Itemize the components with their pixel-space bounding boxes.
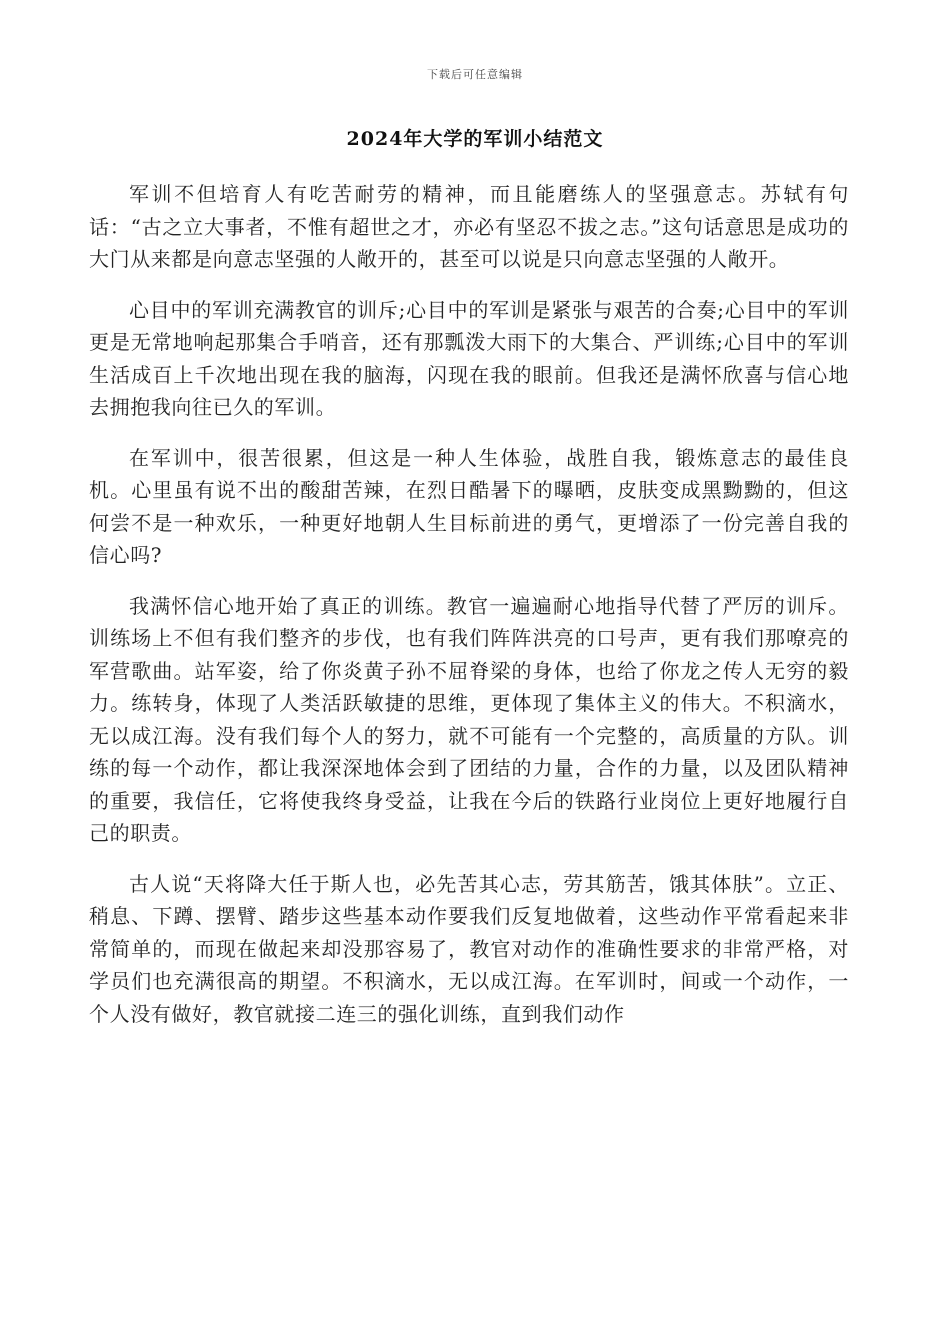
document-title: 2024年大学的军训小结范文	[346, 128, 604, 150]
paragraph-4: 我满怀信心地开始了真正的训练。教官一遍遍耐心地指导代替了严厉的训斥。训练场上不但有我们整齐的步伐，也有我们阵阵洪亮的口号声，更有我们那嘹亮的军营歌曲。站军姿，给了你炎黄子孙不屈脊梁的身体，也给了你龙之传人无穷的毅力。练转身，体现了人类活跃敏捷的思维，更体现了集体主义的伟大。不积滴水，无以成江海。没有我们每个人的努力，就不可能有一个完整的，高质量的方队。训练的每一个动作，都让我深深地体会到了团结的力量，合作的力量，以及团队精神的重要，我信任，它将使我终身受益，让我在今后的铁路行业岗位上更好地履行自己的职责。	[89, 593, 849, 845]
header-note: 下载后可任意编辑	[427, 68, 523, 81]
paragraph-1: 军训不但培育人有吃苦耐劳的精神，而且能磨练人的坚强意志。苏轼有句话：“古之立大事者，不惟有超世之才，亦必有坚忍不拔之志。”这句话意思是成功的大门从来都是向意志坚强的人敞开的，甚至可以说是只向意志坚强的人敞开。	[89, 182, 849, 271]
paragraph-5: 古人说“天将降大任于斯人也，必先苦其心志，劳其筋苦，饿其体肤”。立正、稍息、下蹲、摆臂、踏步这些基本动作要我们反复地做着，这些动作平常看起来非常简单的，而现在做起来却没那容易了，教官对动作的准确性要求的非常严格，对学员们也充满很高的期望。不积滴水，无以成江海。在军训时，间或一个动作，一个人没有做好，教官就接二连三的强化训练，直到我们动作	[89, 871, 849, 1026]
paragraph-3: 在军训中，很苦很累，但这是一种人生体验，战胜自我，锻炼意志的最佳良机。心里虽有说不出的酸甜苦辣，在烈日酷暑下的曝晒，皮肤变成黑黝黝的，但这何尝不是一种欢乐，一种更好地朝人生目标前进的勇气，更增添了一份完善自我的信心吗?	[89, 445, 849, 567]
paragraph-2: 心目中的军训充满教官的训斥;心目中的军训是紧张与艰苦的合奏;心目中的军训更是无常地响起那集合手哨音，还有那瓢泼大雨下的大集合、严训练;心目中的军训生活成百上千次地出现在我的脑海，闪现在我的眼前。但我还是满怀欣喜与信心地去拥抱我向往已久的军训。	[89, 297, 849, 419]
document-body	[89, 178, 849, 1048]
